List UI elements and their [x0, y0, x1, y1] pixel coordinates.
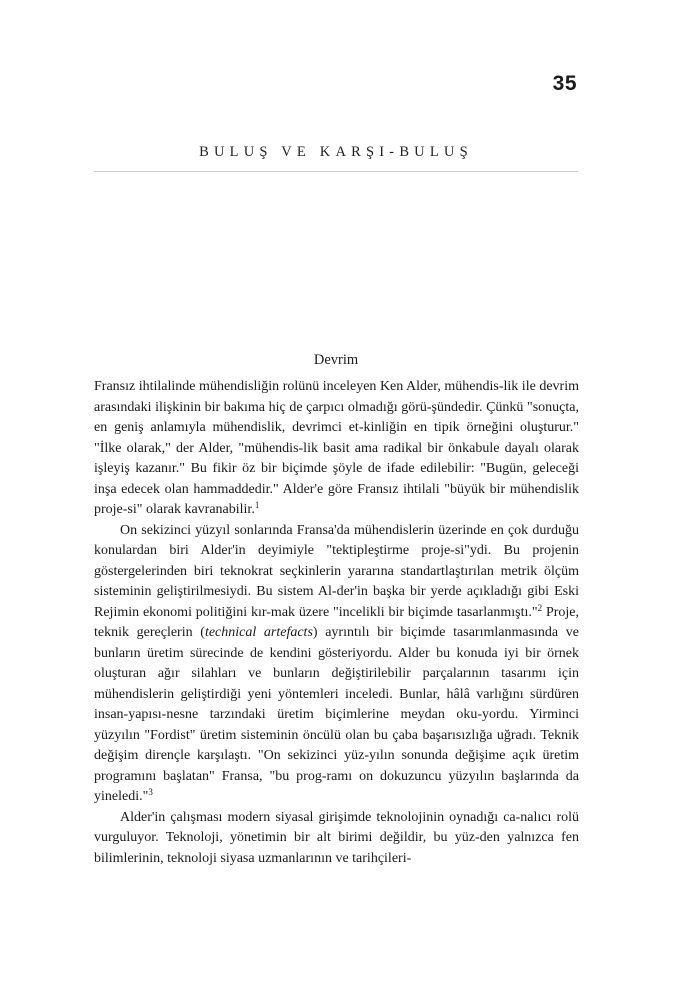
paragraph [94, 377, 579, 521]
running-head: BULUŞ VE KARŞI-BULUŞ [199, 144, 473, 160]
header-rule [94, 171, 578, 172]
footnote-marker: 1 [254, 500, 260, 510]
section-title: Devrim [313, 352, 359, 368]
paragraph [94, 808, 579, 870]
footnote-marker: 3 [148, 787, 153, 797]
page-number: 35 [552, 72, 577, 95]
paragraph-text: Proje, teknik gereçlerin ( [94, 604, 579, 640]
paragraph-text: Alder'in çalışması modern siyasal girişimde teknolojinin oynadığı ca-nalıcı rolü vurguluyor. Teknoloji, yönetimin bir alt birimi değildir, bu yüz-den yalnızca fen bilimlerinin, teknoloji siyasa uzmanlarının ve tarihçileri- [94, 809, 579, 866]
body-text [94, 377, 579, 869]
paragraph-text: Fransız ihtilalinde mühendisliğin rolünü inceleyen Ken Alder, mühendis-lik ile devrim arasındaki ilişkinin bir bakıma hiç de çarpıcı olmadığı görü-şündedir. Çünkü "sonuçta, en geniş anlamıyla mühendislik, devrimci et-kinliğin en tipik örneğini oluşturur." "İlke olarak," der Alder, "mühendis-lik basit ama radikal bir önkabule dayalı olarak işleyiş kazanır." Bu fikir öz bir biçimde şöyle de ifade edilebilir: "Bugün, geleceği inşa edecek olan hammaddedir." Alder'e göre Fransız ihtilali "büyük bir mühendislik proje-si" olarak kavranabilir. [94, 379, 579, 517]
paragraph [94, 521, 579, 808]
paragraph-text: On sekizinci yüzyıl sonlarında Fransa'da mühendislerin üzerinde en çok durduğu konulardan biri Alder'in deyimiyle "tektipleştirme proje-si"ydi. Bu projenin göstergelerinden biri teknokrat seçkinlerin yararına standartlaştırılan metrik ölçüm sisteminin geliştirilmesiydi. Bu sistem Al-der'in başka bir yerde açıkladığı gibi Eski Rejimin ekonomi politiğini kır-mak üzere "incelikli bir biçimde tasarlanmıştı." [94, 522, 579, 620]
footnote-marker: 2 [537, 602, 543, 613]
italic-term: technical artefacts [204, 625, 313, 640]
paragraph-text: ) ayrıntılı bir biçimde tasarımlanmasında ve bunların üretim sürecinde de kendini gösteriyordu. Alder bu konuda iyi bir örnek oluşturan ağır silahları ve bunların değiştirilebilir parçalarının tasarımı için mühendislerin geliştirdiği yeni yöntemleri inceledi. Bunlar, hâlâ varlığını sürdüren insan-yapısı-nesne tarzındaki üretim biçimlerine meydan oku-yordu. Yirminci yüzyılın "Fordist" üretim sisteminin öncülü olan bu çaba başarısızlığa uğradı. Teknik değişim dirençle karşılaştı. "On sekizinci yüz-yılın sonunda değişime açık üretim programını başlatan" Fransa, "bu prog-ramı on dokuzuncu yüzyılın başlarında da yineledi." [94, 625, 579, 804]
